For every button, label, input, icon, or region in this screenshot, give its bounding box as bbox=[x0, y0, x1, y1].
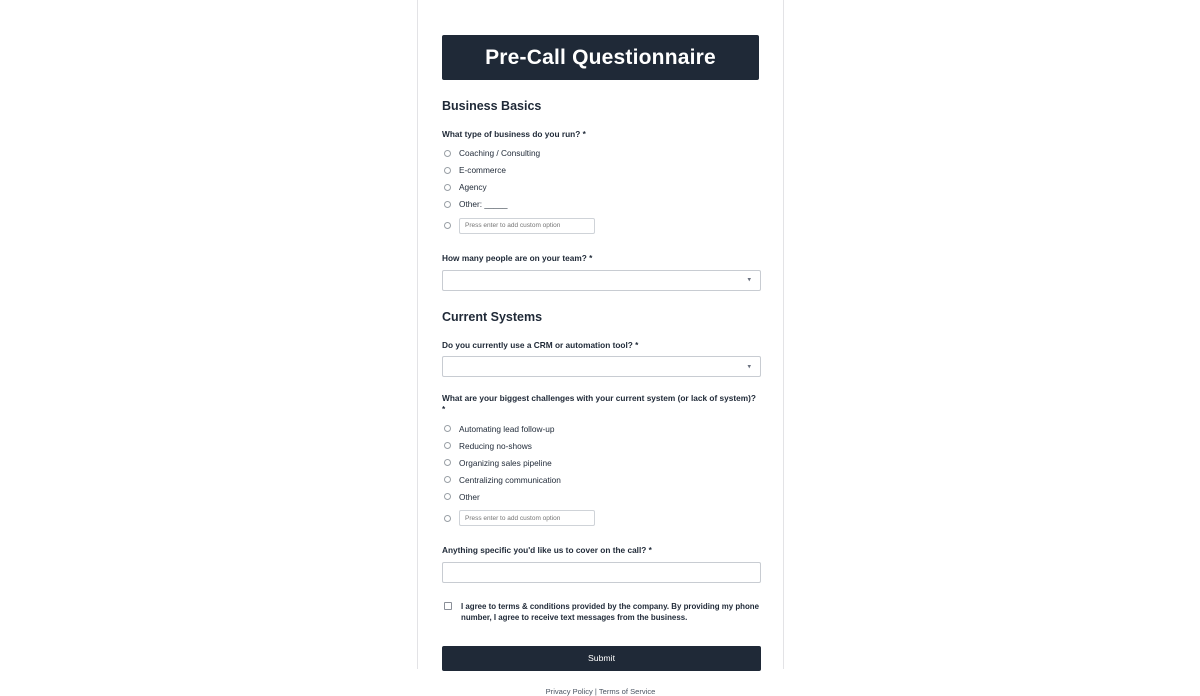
question-label-challenges: What are your biggest challenges with your current system (or lack of system)? * bbox=[442, 393, 756, 415]
radio-icon[interactable] bbox=[444, 515, 451, 522]
section-heading-business-basics: Business Basics bbox=[442, 99, 542, 114]
radio-icon[interactable] bbox=[444, 425, 451, 432]
consent-row[interactable] bbox=[442, 601, 759, 624]
radio-option-label: Other: _____ bbox=[459, 199, 508, 210]
radio-icon[interactable] bbox=[444, 222, 451, 229]
radio-group-challenges bbox=[442, 420, 759, 529]
submit-button[interactable]: Submit bbox=[442, 646, 761, 671]
privacy-policy-link[interactable]: Privacy Policy bbox=[545, 686, 593, 696]
radio-option-label: Other bbox=[459, 491, 480, 502]
radio-option-agency[interactable] bbox=[442, 179, 759, 196]
radio-icon[interactable] bbox=[444, 476, 451, 483]
form-header bbox=[442, 35, 759, 80]
radio-icon[interactable] bbox=[444, 150, 451, 157]
radio-option-label: E-commerce bbox=[459, 165, 507, 176]
radio-option-centralizing-communication[interactable] bbox=[442, 471, 759, 488]
page-title: Pre-Call Questionnaire bbox=[485, 46, 716, 69]
radio-option-label: Automating lead follow-up bbox=[459, 423, 555, 434]
radio-option-ecommerce[interactable] bbox=[442, 162, 759, 179]
custom-option-row-business-type[interactable] bbox=[442, 215, 759, 237]
radio-group-business-type bbox=[442, 145, 759, 237]
radio-option-label: Reducing no-shows bbox=[459, 440, 532, 451]
radio-option-label: Coaching / Consulting bbox=[459, 148, 541, 159]
radio-option-label: Centralizing communication bbox=[459, 474, 561, 485]
chevron-down-icon: ▾ bbox=[747, 276, 751, 284]
consent-label: I agree to terms & conditions provided by the company. By providing my phone number, I agree to receive text messages from the business. bbox=[461, 601, 759, 623]
radio-icon[interactable] bbox=[444, 167, 451, 174]
radio-option-automating-lead-follow-up[interactable] bbox=[442, 420, 759, 437]
select-crm-tool[interactable] bbox=[442, 356, 761, 377]
select-team-size[interactable] bbox=[442, 270, 761, 291]
radio-option-coaching-consulting[interactable] bbox=[442, 145, 759, 162]
footer-links bbox=[442, 687, 759, 696]
radio-option-label: Organizing sales pipeline bbox=[459, 457, 552, 468]
radio-icon[interactable] bbox=[444, 493, 451, 500]
radio-icon[interactable] bbox=[444, 442, 451, 449]
section-heading-current-systems: Current Systems bbox=[442, 309, 543, 324]
radio-option-label: Agency bbox=[459, 182, 487, 193]
anything-specific-input[interactable] bbox=[442, 562, 761, 583]
form-container bbox=[417, 0, 784, 696]
question-label-business-type: What type of business do you run? * bbox=[442, 129, 586, 140]
question-label-team-size: How many people are on your team? * bbox=[442, 252, 593, 263]
radio-icon[interactable] bbox=[444, 459, 451, 466]
question-label-anything-specific: Anything specific you'd like us to cover on the call? * bbox=[442, 545, 652, 555]
radio-option-other[interactable] bbox=[442, 196, 759, 213]
question-label-crm-tool: Do you currently use a CRM or automation tool? * bbox=[442, 339, 639, 350]
radio-option-reducing-no-shows[interactable] bbox=[442, 437, 759, 454]
radio-option-organizing-sales-pipeline[interactable] bbox=[442, 454, 759, 471]
custom-option-input-challenges[interactable] bbox=[459, 510, 595, 526]
custom-option-row-challenges[interactable] bbox=[442, 507, 759, 529]
radio-option-other-challenge[interactable] bbox=[442, 488, 759, 505]
terms-of-service-link[interactable]: Terms of Service bbox=[598, 686, 656, 696]
consent-checkbox[interactable] bbox=[444, 602, 452, 610]
footer-separator: | bbox=[594, 686, 597, 696]
form-inner bbox=[418, 35, 783, 696]
radio-icon[interactable] bbox=[444, 201, 451, 208]
radio-icon[interactable] bbox=[444, 184, 451, 191]
chevron-down-icon: ▾ bbox=[747, 363, 751, 371]
custom-option-input-business-type[interactable] bbox=[459, 218, 595, 234]
